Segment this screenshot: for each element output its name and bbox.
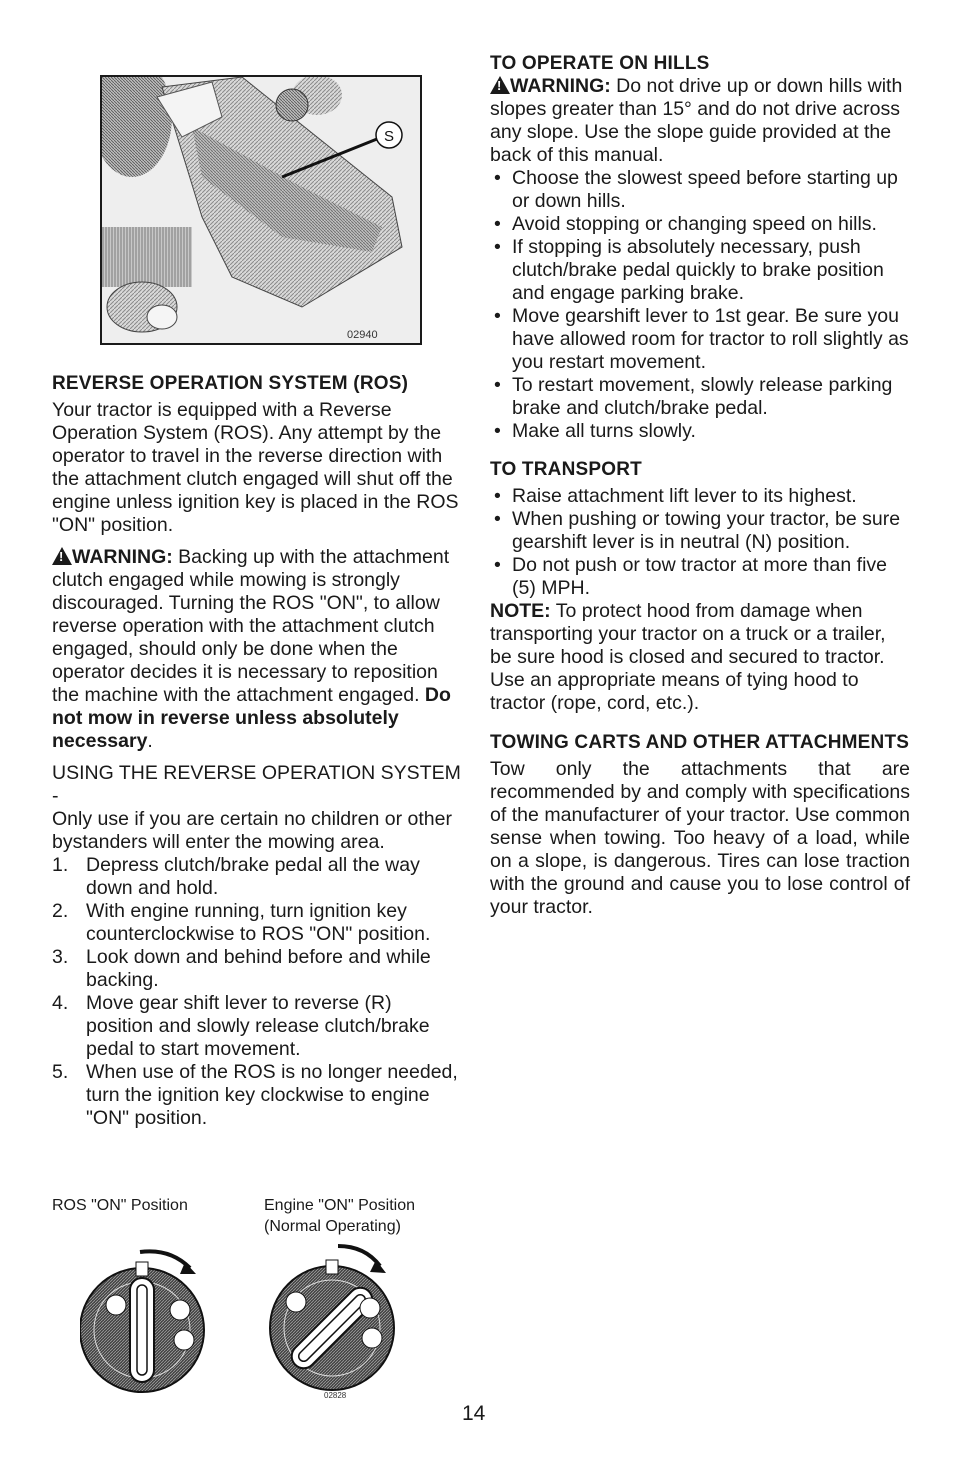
tractor-lever-photo — [100, 75, 422, 345]
warning-text: Backing up with the attachment clutch engaged while mowing is strongly discouraged. Turning the ROS "ON", to allow reverse operation with the attachment clutch engaged, should only be done when the operator decides it is necessary to reposition the machine with the attachment engaged. — [52, 546, 450, 706]
warning-label: WARNING: — [510, 75, 611, 97]
warning-icon — [490, 76, 510, 94]
tractor-lever-illustration — [102, 77, 420, 343]
ros-steps-list — [52, 854, 462, 1130]
towing-heading: TOWING CARTS AND OTHER ATTACHMENTS — [490, 732, 910, 753]
list-item: • If stopping is absolutely necessary, push clutch/brake pedal quickly to brake position and engage parking brake. — [490, 236, 910, 305]
ros-intro: Your tractor is equipped with a Reverse Operation System (ROS). Any attempt by the operator to travel in the reverse direction with the attachment clutch engaged will shut off the engine unless ignition key is placed in the ROS "ON" position. — [52, 399, 459, 536]
using-ros-heading: USING THE REVERSE OPERATION SYSTEM - — [52, 762, 461, 807]
transport-note — [490, 600, 910, 715]
callout-s-label: S — [383, 128, 395, 145]
figure-code: 02940 — [347, 329, 378, 341]
note-text: To protect hood from damage when transporting your tractor on a truck or a trailer, be sure hood is closed and secured to tractor. Use an appropriate means of tying hood to tractor (rope, cord, etc.). — [490, 600, 886, 714]
transport-heading: TO TRANSPORT — [490, 459, 642, 480]
hills-warning — [490, 75, 910, 167]
engine-on-caption: Engine "ON" Position — [264, 1197, 415, 1214]
warning-label: WARNING: — [72, 546, 173, 568]
using-ros-intro: Only use if you are certain no children or other bystanders will enter the mowing area. — [52, 808, 452, 853]
ros-step: 1. Depress clutch/brake pedal all the way down and hold. — [52, 854, 420, 899]
hills-heading: TO OPERATE ON HILLS — [490, 53, 710, 74]
ros-heading: REVERSE OPERATION SYSTEM (ROS) — [52, 373, 409, 394]
list-item: • Do not push or tow tractor at more than five (5) MPH. — [490, 554, 910, 600]
ros-step: 2. With engine running, turn ignition key counterclockwise to ROS "ON" position. — [52, 900, 431, 945]
key-figure-code: 02828 — [324, 1391, 347, 1400]
list-item: • Move gearshift lever to 1st gear. Be sure you have allowed room for tractor to roll slightly as you restart movement. — [490, 305, 910, 374]
list-item: • Make all turns slowly. — [490, 420, 910, 443]
list-item: • When pushing or towing your tractor, be sure gearshift lever is in neutral (N) position. — [490, 508, 910, 554]
transport-bullets — [490, 485, 910, 600]
ros-on-caption: ROS "ON" Position — [52, 1197, 188, 1214]
engine-on-caption-sub: (Normal Operating) — [264, 1218, 401, 1235]
list-item: • To restart movement, slowly release parking brake and clutch/brake pedal. — [490, 374, 910, 420]
page-number: 14 — [462, 1402, 486, 1425]
ros-step: 4. Move gear shift lever to reverse (R) position and slowly release clutch/brake pedal to start movement. — [52, 992, 430, 1060]
engine-on-key-switch — [270, 1246, 394, 1400]
warning-icon — [52, 547, 72, 565]
ros-warning: !WARNING: Backing up with the attachment clutch engaged while mowing is strongly discouraged. Turning the ROS "ON", to allow reverse operation with the attachment clutch engaged, should only be done when the operator decides it is necessary to reposition the machine with the attachment engaged. Do not mow in reverse unless absolutely necessary. — [52, 546, 462, 753]
warning-bold-text: Do not mow in reverse unless absolutely necessary — [52, 684, 451, 752]
ros-step: 5. When use of the ROS is no longer needed, turn the ignition key clockwise to engine "ON" position. — [52, 1061, 458, 1129]
ignition-key-diagram — [80, 1240, 410, 1400]
list-item: • Avoid stopping or changing speed on hills. — [490, 213, 910, 236]
hills-warning-text: Do not drive up or down hills with slopes greater than 15° and do not drive across any slope. Use the slope guide provided at the back of this manual. — [490, 75, 903, 166]
ros-step: 3. Look down and behind before and while backing. — [52, 946, 431, 991]
hills-bullets — [490, 167, 910, 443]
list-item: • Raise attachment lift lever to its highest. — [490, 485, 910, 508]
ros-on-key-switch — [80, 1251, 204, 1392]
list-item: • Choose the slowest speed before starting up or down hills. — [490, 167, 910, 213]
towing-text: Tow only the attachments that are recommended by and comply with specifications of the manufacturer of your tractor. Use common sense when towing. Too heavy of a load, while on a slope, is dangerous. Tires can lose traction with the ground and cause you to lose control of your tractor. — [490, 758, 910, 918]
note-label: NOTE: — [490, 600, 551, 622]
